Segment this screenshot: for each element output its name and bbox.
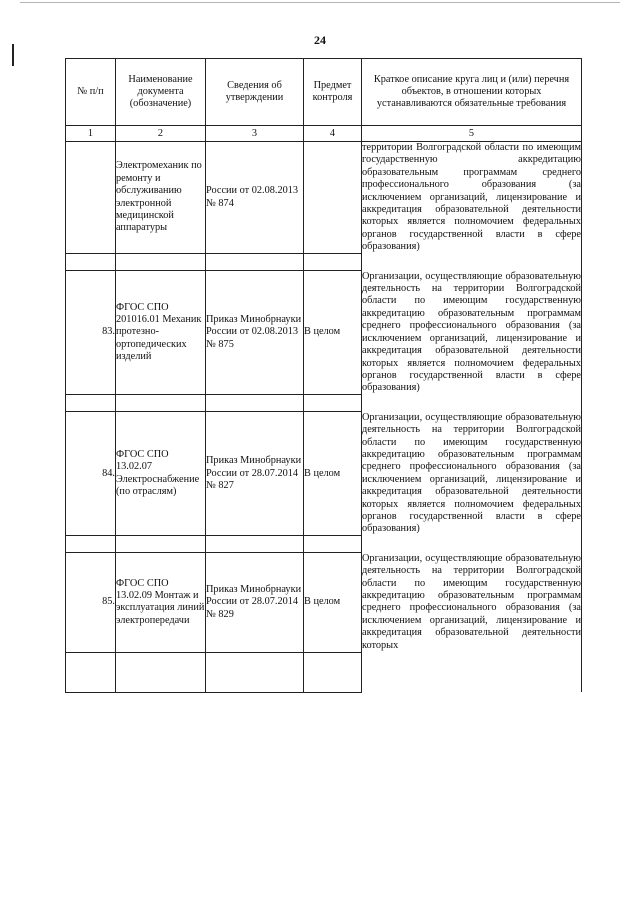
table-header-row xyxy=(66,59,582,126)
scope-description: территории Волгоградской области по имеющим государственную аккредитацию образовательным программам среднего профессионального образования (за исключением организаций, лицензирование и аккредитация образовательной деятельности которых является полномочием федеральных органов государственной власти в сфере образования) xyxy=(362,142,581,253)
approval-info: Приказ Минобрнауки России от 28.07.2014 № 829 xyxy=(206,553,304,652)
document-name: ФГОС СПО 201016.01 Механик протезно-ортопедических изделий xyxy=(116,271,206,395)
column-number: 4 xyxy=(304,126,362,142)
header-subject: Предмет контроля xyxy=(304,59,362,126)
row-spacer xyxy=(66,652,582,692)
scope-description: Организации, осуществляющие образовательную деятельность на территории Волгоградской области по имеющим государственную аккредитацию образовательным программам среднего профессионального образования (за исключением организаций, лицензирование и аккредитация образовательной деятельности которых xyxy=(362,552,581,651)
document-name: ФГОС СПО 13.02.07 Электроснабжение (по отраслям) xyxy=(116,412,206,536)
table-row xyxy=(66,553,582,652)
header-approval: Сведения об утверждении xyxy=(206,59,304,126)
column-number: 5 xyxy=(362,126,582,142)
scope-description: Организации, осуществляющие образовательную деятельность на территории Волгоградской области по имеющим государственную аккредитацию образовательным программам среднего профессионального образования (за исключением организаций, лицензирование и аккредитация образовательной деятельности которых является полномочием федеральных органов государственной власти в сфере образования) xyxy=(362,411,581,535)
row-number: 83. xyxy=(66,271,116,395)
header-name: Наименование документа (обозначение) xyxy=(116,59,206,126)
row-number xyxy=(66,142,116,254)
column-number-row xyxy=(66,126,582,142)
column-number: 2 xyxy=(116,126,206,142)
requirements-table xyxy=(65,58,582,693)
table-row xyxy=(66,412,582,536)
approval-info: России от 02.08.2013 № 874 xyxy=(206,142,304,254)
approval-info: Приказ Минобрнауки России от 02.08.2013 № 875 xyxy=(206,271,304,395)
header-no: № п/п xyxy=(66,59,116,126)
header-description: Краткое описание круга лиц и (или) перечня объектов, в отношении которых устанавливаются обязательные требования xyxy=(362,59,582,126)
document-name: ФГОС СПО 13.02.09 Монтаж и эксплуатация линий электропередачи xyxy=(116,553,206,652)
control-subject: В целом xyxy=(304,271,362,395)
table-row xyxy=(66,271,582,395)
row-spacer xyxy=(66,536,582,553)
table-row xyxy=(66,142,582,254)
column-number: 1 xyxy=(66,126,116,142)
approval-info: Приказ Минобрнауки России от 28.07.2014 № 827 xyxy=(206,412,304,536)
control-subject: В целом xyxy=(304,553,362,652)
row-spacer xyxy=(66,254,582,271)
scope-description: Организации, осуществляющие образовательную деятельность на территории Волгоградской области по имеющим государственную аккредитацию образовательным программам среднего профессионального образования (за исключением организаций, лицензирование и аккредитация образовательной деятельности которых является полномочием федеральных органов государственной власти в сфере образования) xyxy=(362,270,581,394)
row-number: 85. xyxy=(66,553,116,652)
document-name: Электромеханик по ремонту и обслуживанию электронной медицинской аппаратуры xyxy=(116,142,206,254)
row-number: 84. xyxy=(66,412,116,536)
control-subject xyxy=(304,142,362,254)
page-number: 24 xyxy=(314,33,326,47)
column-number: 3 xyxy=(206,126,304,142)
scan-artifact-line xyxy=(20,2,620,3)
row-spacer xyxy=(66,395,582,412)
control-subject: В целом xyxy=(304,412,362,536)
